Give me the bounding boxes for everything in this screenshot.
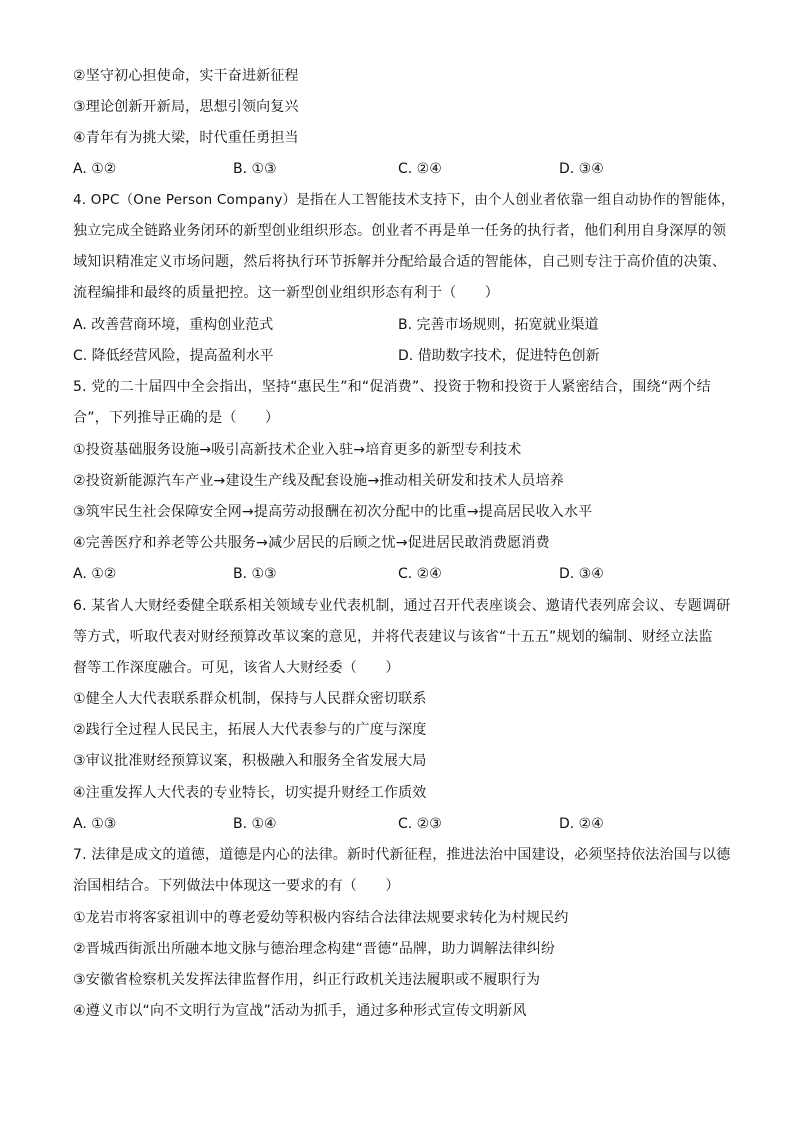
q3-item-4: ④青年有为挑大梁，时代重任勇担当 <box>73 130 299 146</box>
q4-options-row-2 <box>73 346 733 366</box>
q3-option-d[interactable]: D. ③④ <box>559 161 604 177</box>
q3-item-3: ③理论创新开新局，思想引领向复兴 <box>73 99 299 115</box>
q3-option-c[interactable]: C. ②④ <box>398 161 442 177</box>
q6-option-d[interactable]: D. ②④ <box>559 816 604 832</box>
q7-stem-line-1: 7. 法律是成文的道德，道德是内心的法律。新时代新征程，推进法治中国建设，必须坚持依法治国与以德 <box>73 847 731 863</box>
q5-option-b[interactable]: B. ①③ <box>233 566 277 582</box>
q5-item-2: ②投资新能源汽车产业→建设生产线及配套设施→推动相关研发和技术人员培养 <box>73 473 565 489</box>
q3-options <box>73 159 733 179</box>
q6-item-3: ③审议批准财经预算议案，积极融入和服务全省发展大局 <box>73 753 427 769</box>
q5-option-d[interactable]: D. ③④ <box>559 566 604 582</box>
q7-item-1: ①龙岩市将客家祖训中的尊老爱幼等积极内容结合法律法规要求转化为村规民约 <box>73 910 569 926</box>
q7-item-2: ②晋城西街派出所融本地文脉与德治理念构建“晋德”品牌，助力调解法律纠纷 <box>73 941 556 957</box>
q4-option-b[interactable]: B. 完善市场规则，拓宽就业渠道 <box>398 317 599 333</box>
q4-option-a[interactable]: A. 改善营商环境，重构创业范式 <box>73 317 274 333</box>
q5-item-4: ④完善医疗和养老等公共服务→减少居民的后顾之忧→促进居民敢消费愿消费 <box>73 535 550 551</box>
q4-stem-line-2: 独立完成全链路业务闭环的新型创业组织形态。创业者不再是单一任务的执行者，他们利用自身深厚的领 <box>73 223 727 239</box>
q7-item-3: ③安徽省检察机关发挥法律监督作用，纠正行政机关违法履职或不履职行为 <box>73 972 541 988</box>
q6-item-2: ②践行全过程人民民主，拓展人大代表参与的广度与深度 <box>73 722 427 738</box>
q6-option-a[interactable]: A. ①③ <box>73 816 117 832</box>
q3-option-b[interactable]: B. ①③ <box>233 161 277 177</box>
q6-stem-line-3: 督等工作深度融合。可见，该省人大财经委（ ） <box>73 660 400 676</box>
q3-item-2: ②坚守初心担使命，实干奋进新征程 <box>73 68 299 84</box>
q5-stem-line-2: 合”，下列推导正确的是（ ） <box>73 410 280 426</box>
q6-item-1: ①健全人大代表联系群众机制，保持与人民群众密切联系 <box>73 691 427 707</box>
q5-item-3: ③筑牢民生社会保障安全网→提高劳动报酬在初次分配中的比重→提高居民收入水平 <box>73 504 593 520</box>
q5-options <box>73 564 733 584</box>
q5-stem-line-1: 5. 党的二十届四中全会指出，坚持“惠民生”和“促消费”、投资于物和投资于人紧密结合，围绕“两个结 <box>73 379 711 395</box>
q4-stem-line-4: 流程编排和最终的质量把控。这一新型创业组织形态有利于（ ） <box>73 285 499 301</box>
q5-item-1: ①投资基础服务设施→吸引高新技术企业入驻→培育更多的新型专利技术 <box>73 442 522 458</box>
q7-stem-line-2: 治国相结合。下列做法中体现这一要求的有（ ） <box>73 878 400 894</box>
q3-option-a[interactable]: A. ①② <box>73 161 117 177</box>
q4-option-d[interactable]: D. 借助数字技术，促进特色创新 <box>398 348 600 364</box>
q5-option-c[interactable]: C. ②④ <box>398 566 442 582</box>
q6-item-4: ④注重发挥人大代表的专业特长，切实提升财经工作质效 <box>73 785 427 801</box>
q7-item-4: ④遵义市以“向不文明行为宣战”活动为抓手，通过多种形式宣传文明新风 <box>73 1003 527 1019</box>
q4-options-row-1 <box>73 315 733 335</box>
q6-stem-line-1: 6. 某省人大财经委健全联系相关领域专业代表机制，通过召开代表座谈会、邀请代表列席会议、专题调研 <box>73 598 731 614</box>
q6-options <box>73 814 733 834</box>
q6-option-c[interactable]: C. ②③ <box>398 816 442 832</box>
q5-option-a[interactable]: A. ①② <box>73 566 117 582</box>
q4-stem-line-1: 4. OPC（One Person Company）是指在人工智能技术支持下，由个人创业者依靠一组自动协作的智能体， <box>73 192 735 208</box>
q6-stem-line-2: 等方式，听取代表对财经预算改革议案的意见，并将代表建议与该省“十五五”规划的编制、财经立法监 <box>73 629 713 645</box>
q4-stem-line-3: 域知识精准定义市场问题，然后将执行环节拆解并分配给最合适的智能体，自己则专注于高价值的决策、 <box>73 254 727 270</box>
q6-option-b[interactable]: B. ①④ <box>233 816 277 832</box>
q4-option-c[interactable]: C. 降低经营风险，提高盈利水平 <box>73 348 274 364</box>
